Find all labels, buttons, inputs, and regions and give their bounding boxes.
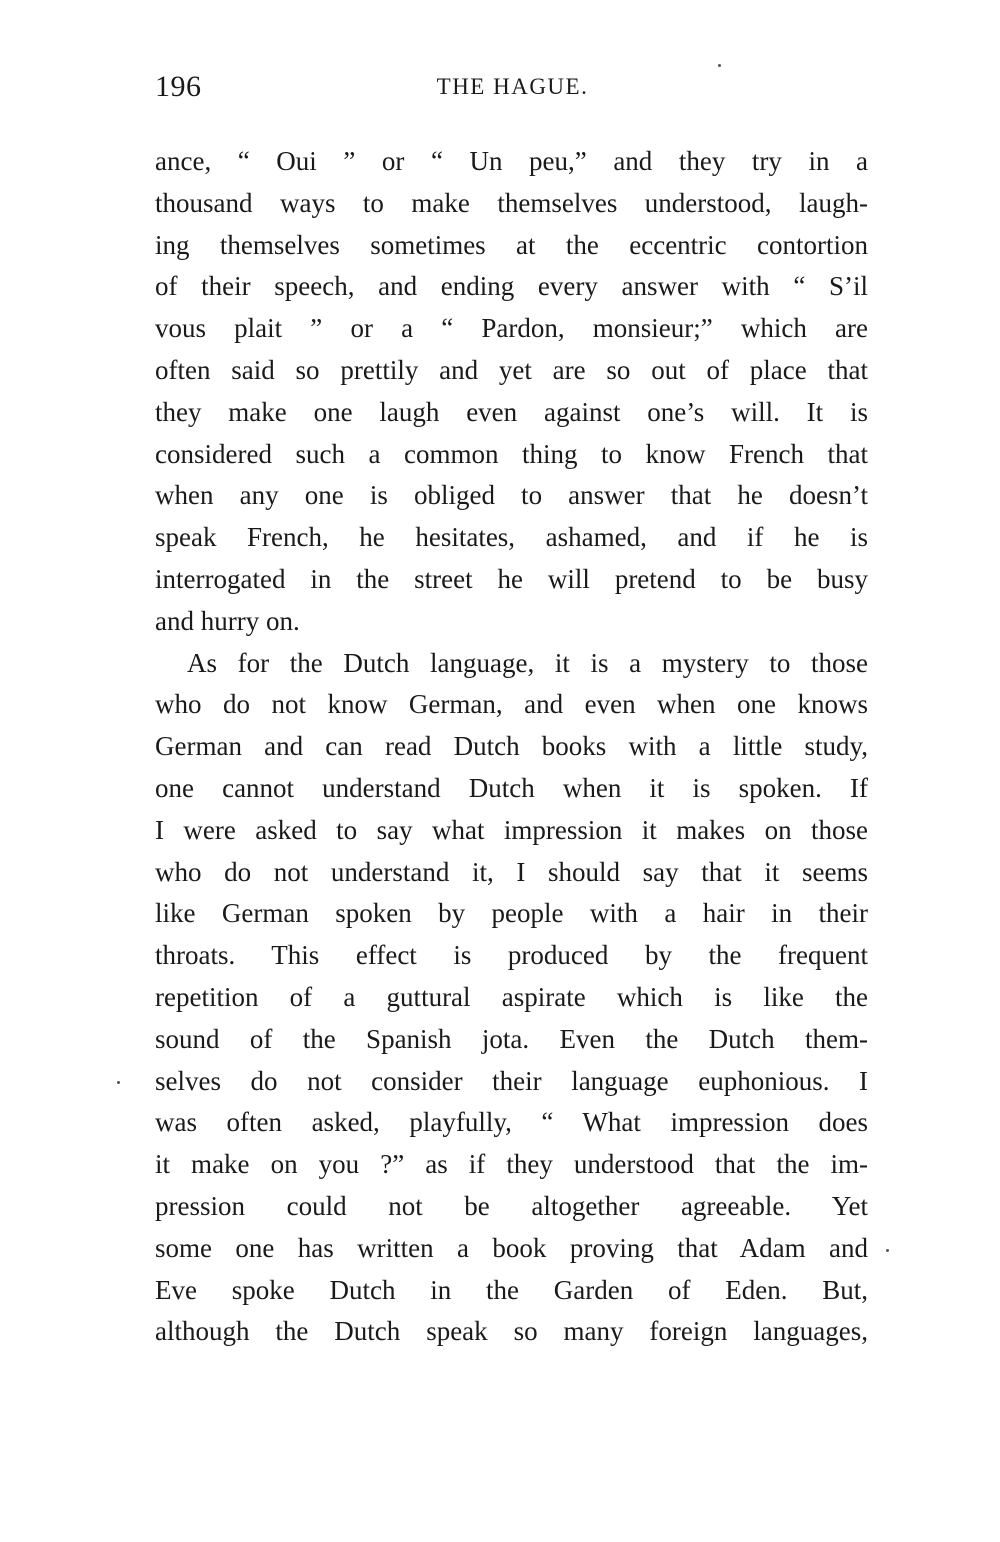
text-line: speak French, he hesitates, ashamed, and if he is xyxy=(155,522,868,553)
text-line: often said so prettily and yet are so out of place that xyxy=(155,354,868,385)
text-line: sound of the Spanish jota. Even the Dutch them- xyxy=(155,1023,868,1054)
text-line: thousand ways to make themselves understood, laugh- xyxy=(155,187,868,218)
text-line: repetition of a guttural aspirate which is like the xyxy=(155,981,868,1012)
text-line: and hurry on. xyxy=(155,605,300,636)
text-line: throats. This effect is produced by the frequent xyxy=(155,940,868,971)
text-line: ing themselves sometimes at the eccentric contortion xyxy=(155,229,868,260)
text-line: As for the Dutch language, it is a mystery to those xyxy=(187,647,868,678)
text-line: Eve spoke Dutch in the Garden of Eden. But, xyxy=(155,1274,868,1305)
text-line: when any one is obliged to answer that he doesn’t xyxy=(155,480,868,511)
text-line: one cannot understand Dutch when it is spoken. If xyxy=(155,772,868,803)
page-header xyxy=(155,70,870,110)
text-line: was often asked, playfully, “ What impression does xyxy=(155,1107,868,1138)
text-line: although the Dutch speak so many foreign languages, xyxy=(155,1316,868,1347)
text-line: considered such a common thing to know French that xyxy=(155,438,868,469)
scan-speck xyxy=(718,64,721,67)
text-line: some one has written a book proving that Adam and xyxy=(155,1232,868,1263)
text-line: I were asked to say what impression it makes on those xyxy=(155,814,868,845)
running-head: THE HAGUE. xyxy=(436,74,589,99)
scan-speck xyxy=(886,1249,889,1252)
body-text xyxy=(155,141,868,1353)
scan-speck xyxy=(117,1081,120,1084)
text-line: pression could not be altogether agreeable. Yet xyxy=(155,1190,868,1221)
text-line: vous plait ” or a “ Pardon, monsieur;” which are xyxy=(155,313,868,344)
text-line: they make one laugh even against one’s will. It is xyxy=(155,396,868,427)
text-line: of their speech, and ending every answer with “ S’il xyxy=(155,271,868,302)
text-line: ance, “ Oui ” or “ Un peu,” and they try in a xyxy=(155,146,868,176)
text-line: selves do not consider their language euphonious. I xyxy=(155,1065,868,1096)
page-number: 196 xyxy=(155,70,202,103)
text-line: German and can read Dutch books with a little study, xyxy=(155,731,868,762)
text-line: who do not know German, and even when one knows xyxy=(155,689,868,720)
text-line: like German spoken by people with a hair in their xyxy=(155,898,868,929)
text-line: interrogated in the street he will pretend to be busy xyxy=(155,563,868,594)
text-line: who do not understand it, I should say that it seems xyxy=(155,856,868,887)
text-line: it make on you ?” as if they understood that the im- xyxy=(155,1149,868,1180)
